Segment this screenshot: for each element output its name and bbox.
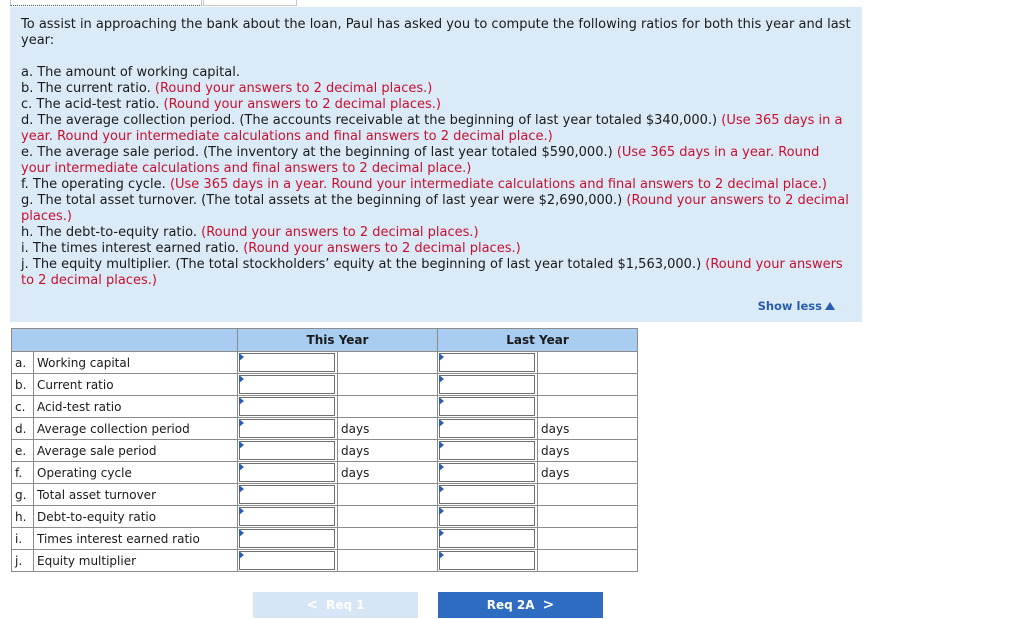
requirement-text: g. The total asset turnover. (The total assets at the beginning of last year were $2,690,000.) [21,193,623,208]
table-row [12,374,638,396]
requirement-item [21,193,851,225]
row-letter: e. [12,440,34,462]
requirement-text: c. The acid-test ratio. [21,97,160,112]
table-body [12,352,638,572]
last-year-input[interactable] [439,551,535,570]
this-year-input-cell [238,352,338,374]
this-year-unit [338,374,438,396]
requirement-text: f. The operating cycle. [21,177,166,192]
requirement-hint: (Round your answers to 2 decimal places.) [154,81,433,96]
this-year-unit: days [338,440,438,462]
last-year-input-cell [438,528,538,550]
this-year-unit [338,506,438,528]
last-year-input[interactable] [439,485,535,504]
prev-req-button[interactable] [253,592,418,618]
requirement-item [21,177,851,193]
this-year-unit [338,396,438,418]
show-less-label: Show less [757,299,822,313]
requirement-item [21,81,851,97]
requirement-text: i. The times interest earned ratio. [21,241,240,256]
last-year-input[interactable] [439,463,535,482]
last-year-unit [538,374,638,396]
requirement-text: b. The current ratio. [21,81,151,96]
table-row [12,506,638,528]
row-label: Acid-test ratio [34,396,238,418]
this-year-unit [338,484,438,506]
last-year-unit [538,396,638,418]
requirement-text: h. The debt-to-equity ratio. [21,225,197,240]
last-year-unit: days [538,418,638,440]
last-year-unit [538,484,638,506]
this-year-input-cell [238,374,338,396]
this-year-input[interactable] [239,375,335,394]
chevron-right-icon: > [542,597,555,613]
last-year-input[interactable] [439,397,535,416]
this-year-unit [338,352,438,374]
this-year-input-cell [238,506,338,528]
requirement-hint: (Use 365 days in a year. Round your intermediate calculations and final answers to 2 decimal place.) [169,177,827,192]
last-year-input-cell [438,374,538,396]
this-year-input-cell [238,550,338,572]
this-year-input[interactable] [239,419,335,438]
this-year-input-cell [238,462,338,484]
table-row [12,484,638,506]
requirement-item [21,113,851,145]
table-row [12,462,638,484]
requirement-hint: (Round your answers to 2 decimal places.) [243,241,521,256]
next-req-button[interactable] [438,592,603,618]
row-label: Debt-to-equity ratio [34,506,238,528]
last-year-unit [538,506,638,528]
requirement-item [21,145,851,177]
table-row [12,528,638,550]
row-letter: d. [12,418,34,440]
chevron-left-icon: < [306,597,319,613]
header-this-year: This Year [238,329,438,352]
last-year-input-cell [438,440,538,462]
last-year-input[interactable] [439,529,535,548]
header-last-year: Last Year [438,329,638,352]
row-label: Equity multiplier [34,550,238,572]
ratios-table [11,328,638,572]
requirement-text: a. The amount of working capital. [21,65,240,80]
requirement-hint: (Use 365 days in a year. Round your intermediate calculations and final answers to 2 decimal place.) [21,145,820,176]
row-label: Times interest earned ratio [34,528,238,550]
requirement-text: d. The average collection period. (The accounts receivable at the beginning of last year totaled $340,000.) [21,113,718,128]
last-year-unit: days [538,462,638,484]
requirement-hint: (Use 365 days in a year. Round your intermediate calculations and final answers to 2 decimal place.) [21,113,843,144]
last-year-input-cell [438,550,538,572]
this-year-input-cell [238,484,338,506]
requirements-list [21,65,851,289]
instructions-panel [10,7,862,322]
last-year-unit [538,528,638,550]
this-year-input-cell [238,418,338,440]
this-year-unit: days [338,418,438,440]
last-year-input[interactable] [439,353,535,372]
this-year-input[interactable] [239,485,335,504]
this-year-unit: days [338,462,438,484]
prev-req-label: Req 1 [326,598,365,612]
requirement-hint: (Round your answers to 2 decimal places.) [163,97,441,112]
table-header-row [12,329,638,352]
requirement-hint: (Round your answers to 2 decimal places.) [21,193,849,224]
requirement-item [21,97,851,113]
this-year-input[interactable] [239,397,335,416]
requirement-item [21,225,851,241]
row-label: Average sale period [34,440,238,462]
this-year-input[interactable] [239,353,335,372]
row-letter: g. [12,484,34,506]
row-label: Operating cycle [34,462,238,484]
row-letter: c. [12,396,34,418]
tab-stub-1[interactable] [10,0,202,6]
this-year-unit [338,550,438,572]
this-year-input[interactable] [239,507,335,526]
row-label: Working capital [34,352,238,374]
row-letter: j. [12,550,34,572]
table-row [12,440,638,462]
requirement-text: j. The equity multiplier. (The total stockholders’ equity at the beginning of last year totaled $1,563,000.) [21,257,702,272]
last-year-input-cell [438,352,538,374]
this-year-input-cell [238,396,338,418]
last-year-unit [538,550,638,572]
this-year-input[interactable] [239,551,335,570]
requirement-hint: (Round your answers to 2 decimal places.) [21,257,843,288]
table-row [12,352,638,374]
table-row [12,550,638,572]
tab-stub-2[interactable] [203,0,297,6]
last-year-unit: days [538,440,638,462]
requirement-item [21,241,851,257]
top-tabs [10,0,300,6]
intro-text: To assist in approaching the bank about the loan, Paul has asked you to compute the following ratios for both this year and last year: [21,17,851,48]
last-year-input-cell [438,418,538,440]
this-year-input[interactable] [239,441,335,460]
show-less-link[interactable] [758,298,835,314]
triangle-up-icon [825,302,835,310]
last-year-unit [538,352,638,374]
table-row [12,418,638,440]
last-year-input[interactable] [439,375,535,394]
last-year-input[interactable] [439,419,535,438]
this-year-input[interactable] [239,529,335,548]
requirement-hint: (Round your answers to 2 decimal places.) [201,225,479,240]
last-year-input[interactable] [439,441,535,460]
requirement-text: e. The average sale period. (The inventory at the beginning of last year totaled $590,000.) [21,145,613,160]
requirement-item [21,257,851,289]
last-year-input-cell [438,462,538,484]
last-year-input-cell [438,396,538,418]
row-letter: i. [12,528,34,550]
row-label: Current ratio [34,374,238,396]
this-year-unit [338,528,438,550]
this-year-input-cell [238,528,338,550]
last-year-input-cell [438,484,538,506]
row-label: Total asset turnover [34,484,238,506]
header-blank [12,329,238,352]
row-letter: f. [12,462,34,484]
row-letter: h. [12,506,34,528]
requirement-item [21,65,851,81]
this-year-input[interactable] [239,463,335,482]
next-req-label: Req 2A [486,598,535,612]
row-label: Average collection period [34,418,238,440]
row-letter: b. [12,374,34,396]
last-year-input-cell [438,506,538,528]
table-row [12,396,638,418]
this-year-input-cell [238,440,338,462]
last-year-input[interactable] [439,507,535,526]
row-letter: a. [12,352,34,374]
